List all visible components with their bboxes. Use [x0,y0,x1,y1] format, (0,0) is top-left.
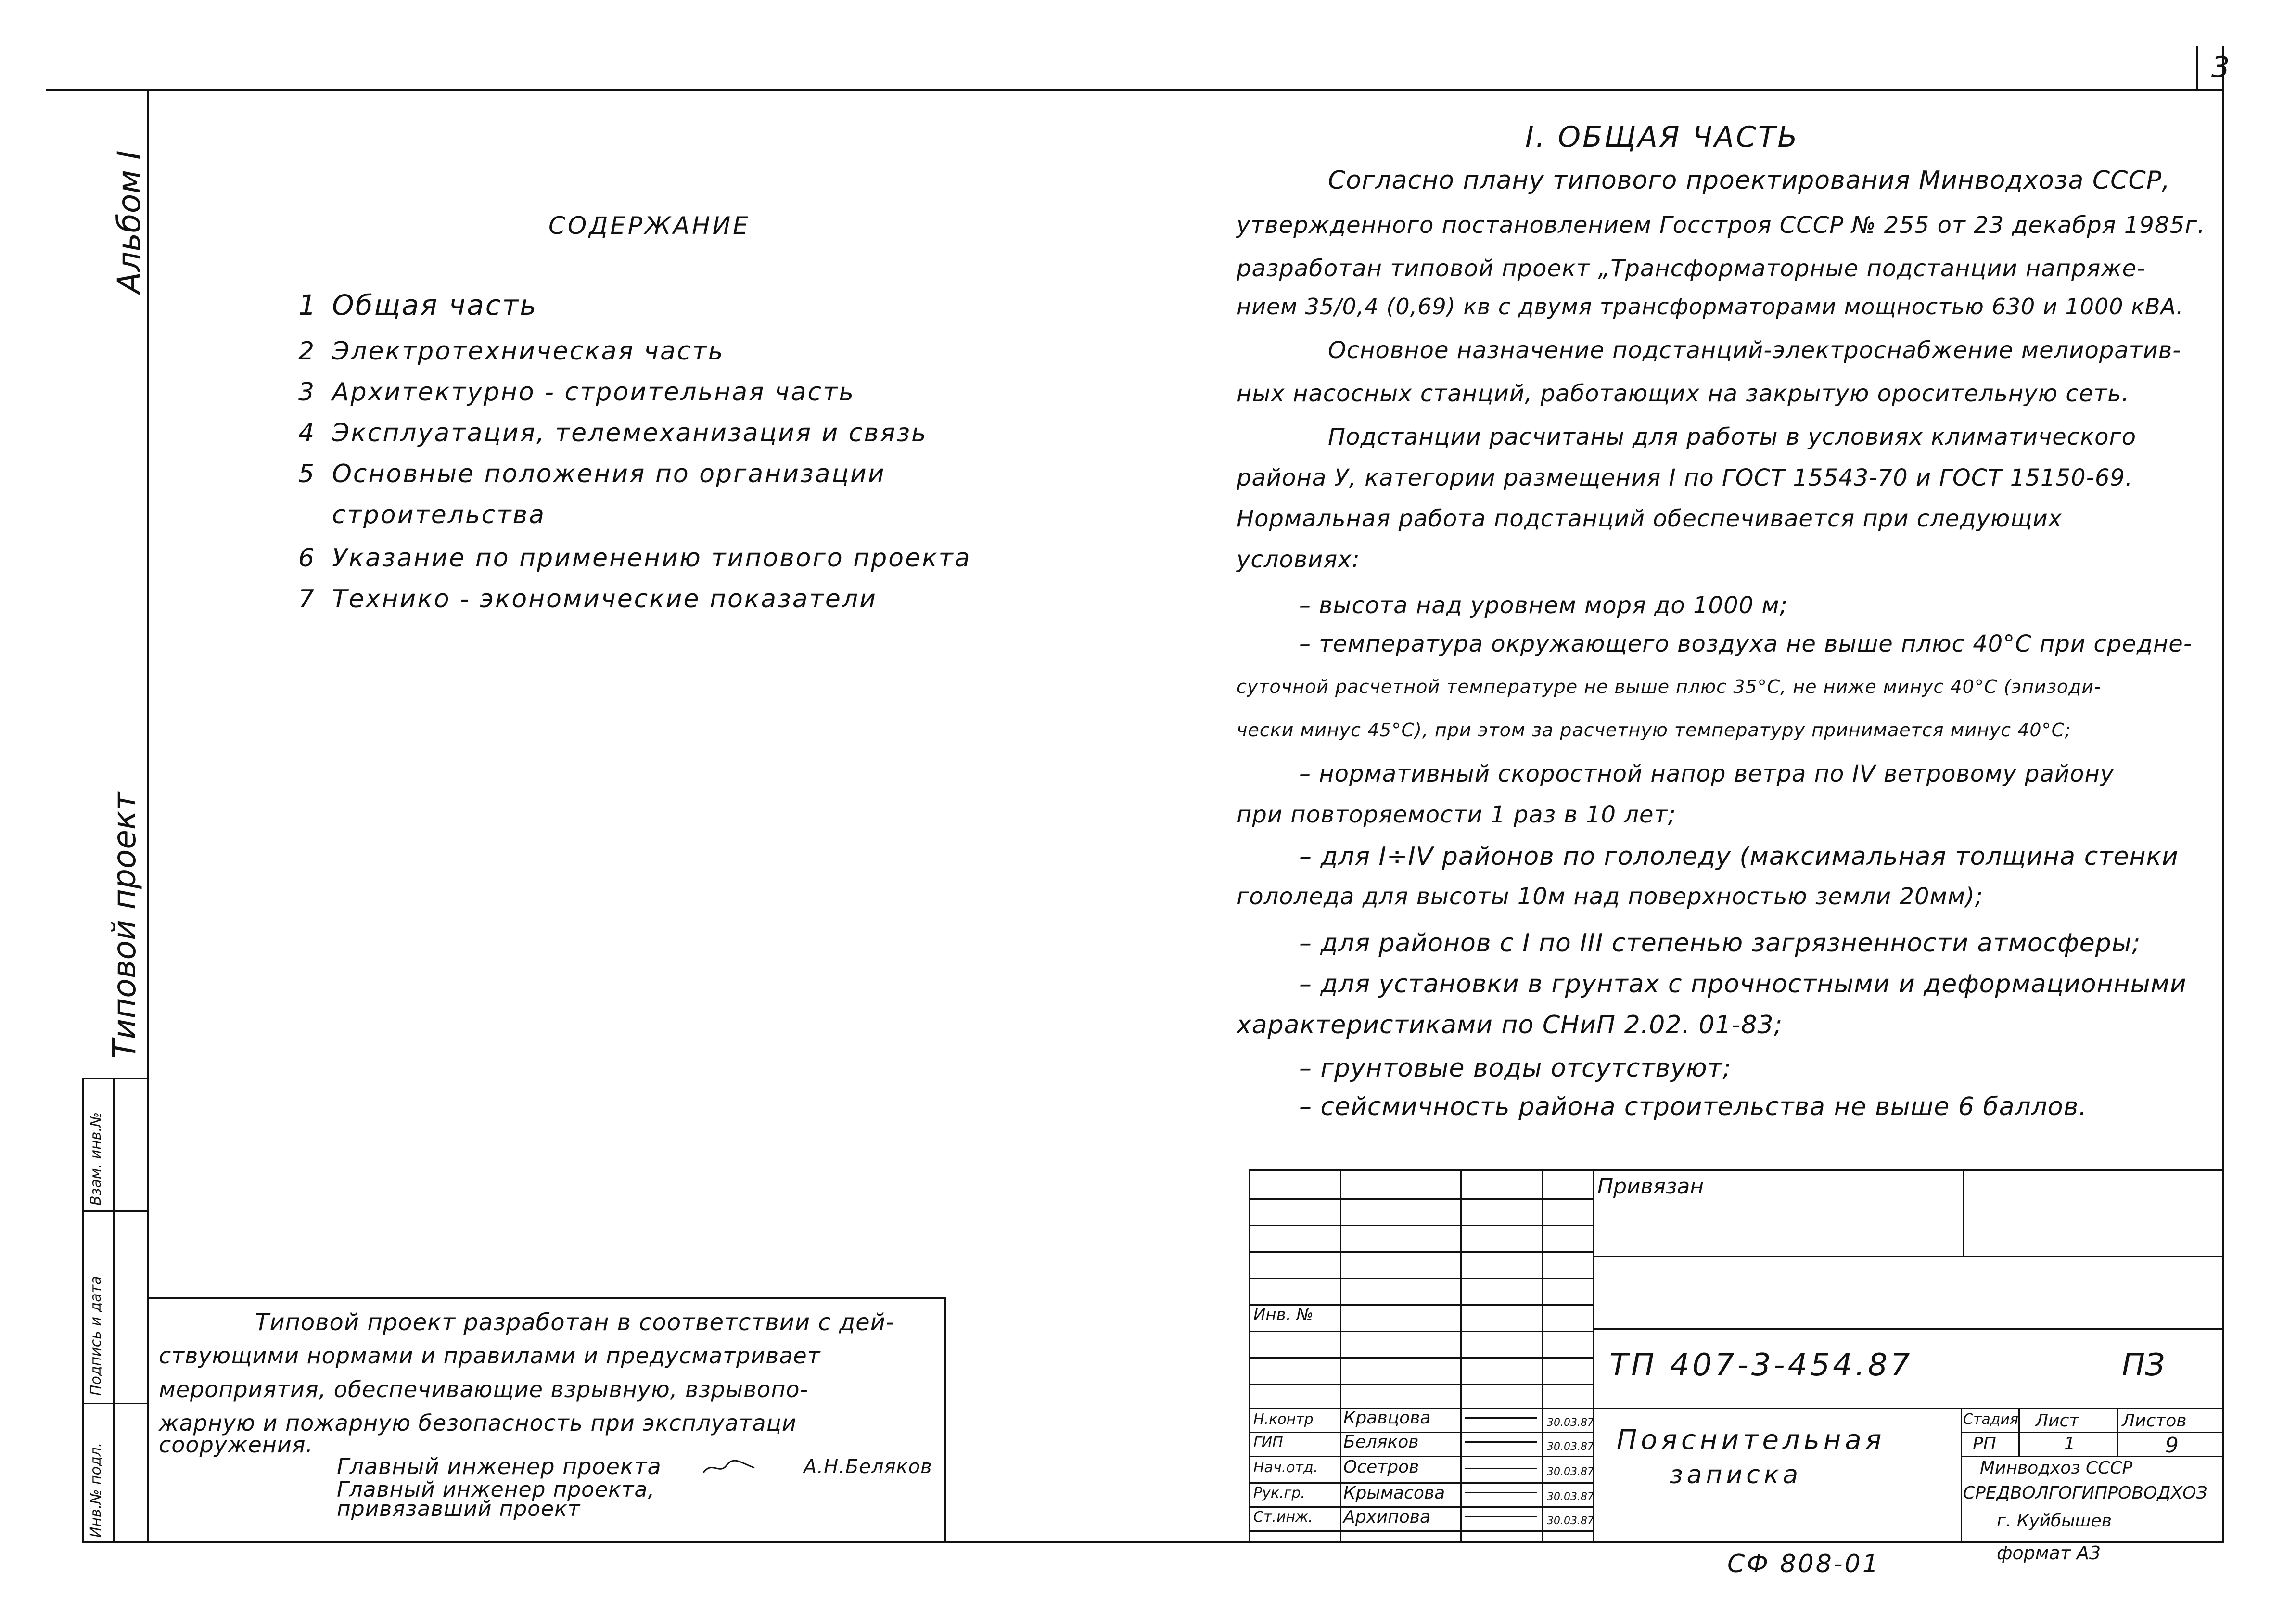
doc-name-2: записка [1670,1461,1802,1489]
body-line: Нормальная работа подстанций обеспечивается при следующих [1237,505,2063,532]
toc-item: 7 Технико - экономические показатели [298,585,877,614]
tb-h8 [1249,1384,1593,1385]
tb-h7 [1249,1357,1593,1359]
sheet-label: Лист [2035,1411,2079,1431]
bottom-code: СФ 808-01 [1727,1550,1880,1578]
tb-r-h5 [1961,1456,2223,1457]
signer-role: Н.контр [1253,1411,1314,1428]
tb-r-v2 [2018,1408,2020,1456]
body-line: – для I÷IV районов по гололеду (максимальная толщина стенки [1299,842,2179,871]
body-line: характеристиками по СНиП 2.02. 01-83; [1237,1011,1783,1039]
tb-r-h2 [1593,1328,2223,1330]
tb-h4 [1249,1278,1593,1279]
body-line: Основное назначение подстанций-электроснабжение мелиоратив- [1328,337,2181,364]
body-line: нием 35/0,4 (0,69) кв с двумя трансформаторами мощностью 630 и 1000 кВА. [1237,294,2184,320]
note-border-right [944,1297,946,1542]
body-line: – температура окружающего воздуха не выше плюс 40°С при средне- [1299,630,2193,657]
page-number: 3 [2211,51,2230,84]
sheets-value: 9 [2165,1433,2179,1458]
toc-item: 1 Общая часть [298,289,538,321]
doc-name-1: Пояснительная [1617,1424,1886,1456]
project-type-label: Типовой проект [106,792,143,1059]
stage-label: Стадия [1963,1411,2019,1428]
signer-name: Осетров [1343,1457,1419,1477]
note-line: ствующими нормами и правилами и предусматривает [159,1343,821,1369]
note-line: Типовой проект разработан в соответствии с дей- [255,1309,895,1336]
body-line: – высота над уровнем моря до 1000 м; [1299,592,1788,619]
chief-engineer-signature [702,1458,755,1477]
body-line: района У, категории размещения I по ГОСТ 15543-70 и ГОСТ 15150-69. [1237,464,2133,491]
tb-r-v1 [1961,1408,1962,1542]
tb-r-v3 [2117,1408,2118,1456]
body-line: ных насосных станций, работающих на закрытую оросительную сеть. [1237,380,2130,407]
chief-engineer-label: Главный инженер проекта [337,1453,662,1479]
body-line: Подстанции расчитаны для работы в условиях климатического [1328,423,2137,450]
toc-item: 2 Электротехническая часть [298,337,725,366]
note-line: сооружения. [159,1432,314,1458]
signer-signature [1465,1441,1537,1443]
signer-signature [1465,1516,1537,1517]
org-line-1: Минводхоз СССР [1980,1458,2133,1478]
tb-h6 [1249,1331,1593,1332]
toc-title: СОДЕРЖАНИЕ [548,212,751,240]
signer-role: Нач.отд. [1253,1459,1318,1476]
doc-type: ПЗ [2122,1347,2165,1383]
org-line-2: СРЕДВОЛГОГИПРОВОДХОЗ [1963,1483,2207,1503]
outer-top-border [46,89,2223,91]
strip-divider-1 [82,1078,148,1079]
tb-privyazan-divider [1963,1169,1964,1256]
tb-h11 [1249,1456,1593,1457]
doc-code: ТП 407-3-454.87 [1609,1347,1913,1383]
signer-name: Архипова [1343,1507,1431,1527]
binding-engineer-label-2: привязавший проект [337,1497,581,1521]
tb-h10 [1249,1432,1593,1433]
left-strip-line [82,1078,84,1542]
body-line: суточной расчетной температуре не выше плюс 35°С, не ниже минус 40°С (эпизоди- [1237,676,2101,697]
body-line: гололеда для высоты 10м над поверхностью земли 20мм); [1237,883,1983,910]
tb-h2 [1249,1225,1593,1226]
section-heading: I. ОБЩАЯ ЧАСТЬ [1525,120,1799,154]
body-line: – для районов с I по III степенью загрязненности атмосферы; [1299,929,2141,958]
outer-right-border [2222,46,2224,1542]
note-border-top [147,1297,945,1299]
tb-top [1249,1169,2223,1171]
body-line: при повторяемости 1 раз в 10 лет; [1237,801,1676,828]
toc-item: 6 Указание по применению типового проекта [298,544,971,573]
tb-r-h4 [1961,1432,2223,1433]
body-line: – для установки в грунтах с прочностными и деформационными [1299,970,2187,999]
tb-h1 [1249,1198,1593,1200]
signer-date: 30.03.87 [1547,1441,1594,1453]
tb-h14 [1249,1530,1593,1532]
toc-item: 3 Архитектурно - строительная часть [298,378,855,407]
signer-role: Ст.инж. [1253,1509,1313,1526]
signer-signature [1465,1468,1537,1469]
signer-date: 30.03.87 [1547,1417,1594,1429]
toc-item: 5 Основные положения по организации [298,460,886,488]
signer-date: 30.03.87 [1547,1466,1594,1478]
tb-h3 [1249,1251,1593,1253]
body-line: разработан типовой проект „Трансформаторные подстанции напряже- [1237,255,2146,282]
toc-item: 4 Эксплуатация, телемеханизация и связь [298,419,928,448]
signer-role: Рук.гр. [1253,1485,1305,1501]
signer-signature [1465,1417,1537,1419]
sheet-value: 1 [2064,1434,2075,1454]
body-line: – сейсмичность района строительства не выше 6 баллов. [1299,1092,2087,1121]
format-label: формат А3 [1997,1542,2101,1564]
signature-scribble-icon [702,1458,755,1477]
signer-name: Беляков [1343,1432,1419,1452]
vzam-inv-label: Взам. инв.№ [88,1112,104,1205]
signer-name: Кравцова [1343,1408,1431,1428]
sheets-label: Листов [2122,1411,2187,1431]
strip-divider-2 [82,1210,148,1212]
binding-engineer-label: Главный инженер проекта, [337,1477,655,1502]
signer-name: Крымасова [1343,1483,1445,1503]
body-line: чески минус 45°С), при этом за расчетную температуру принимается минус 40°С; [1237,719,2071,741]
stage-value: РП [1973,1434,1996,1454]
signer-signature [1465,1492,1537,1493]
signer-date: 30.03.87 [1547,1491,1594,1503]
privyazan-label: Привязан [1597,1174,1704,1199]
note-line: жарную и пожарную безопасность при эксплуатаци [159,1410,797,1436]
chief-engineer-name: А.Н.Беляков [804,1456,932,1478]
tb-r-h1 [1593,1256,2223,1257]
signer-role: ГИП [1253,1434,1283,1451]
body-line: – грунтовые воды отсутствуют; [1299,1054,1732,1083]
body-line: – нормативный скоростной напор ветра по IV ветровому району [1299,760,2115,787]
outer-bottom-border [82,1541,2224,1543]
outer-left-border [147,89,149,1542]
body-line: Согласно плану типового проектирования Минводхоза СССР, [1328,166,2170,195]
org-line-3: г. Куйбышев [1997,1511,2112,1531]
note-line: мероприятия, обеспечивающие взрывную, взрывопо- [159,1376,809,1402]
body-line: условиях: [1237,546,1360,573]
toc-item: строительства [332,500,546,529]
body-line: утвержденного постановлением Госстроя СССР № 255 от 23 декабря 1985г. [1237,212,2206,239]
tb-v4 [1593,1169,1594,1542]
inv-podl-label: Инв.№ подл. [88,1442,104,1538]
signer-date: 30.03.87 [1547,1515,1594,1527]
strip-inner-line [113,1078,115,1542]
tb-r-h3 [1593,1408,2223,1409]
inv-no-label: Инв. № [1253,1305,1314,1324]
strip-divider-3 [82,1403,148,1404]
album-label: Альбом I [111,150,148,294]
signature-date-label: Подпись и дата [88,1276,104,1396]
page-number-box-left [2196,46,2198,90]
